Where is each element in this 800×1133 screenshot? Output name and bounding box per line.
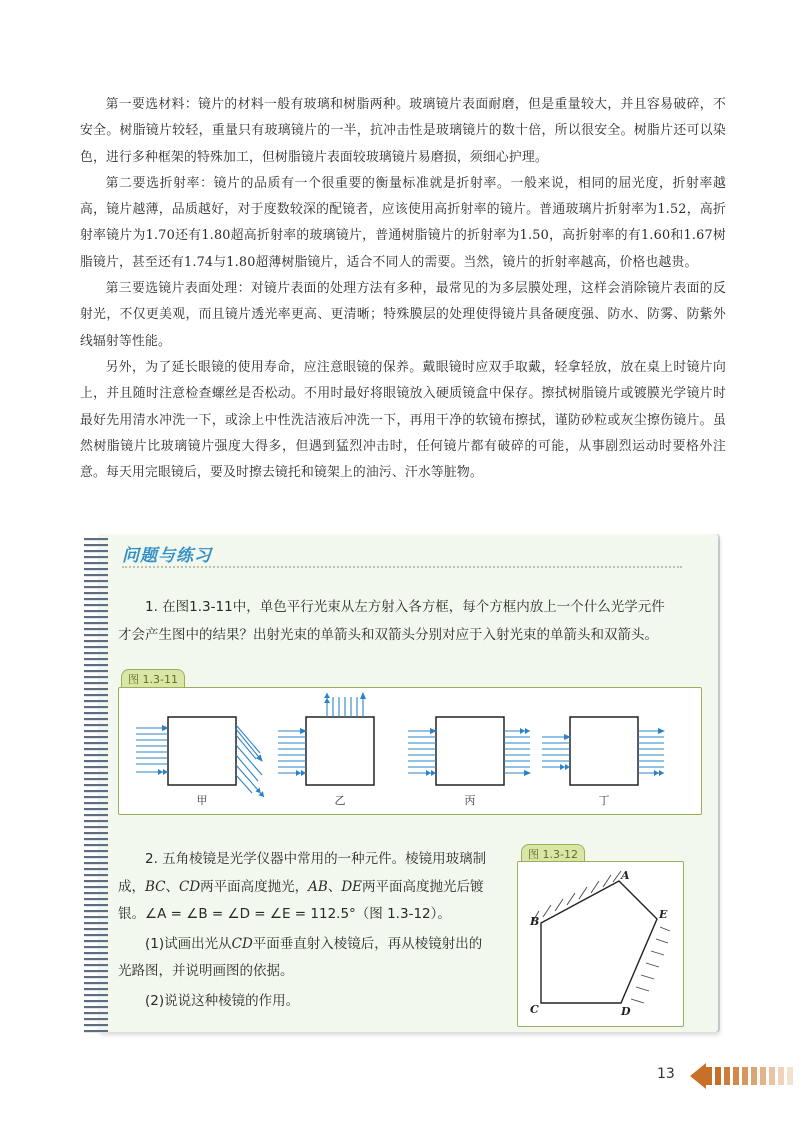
vertex-e: E (659, 908, 668, 921)
silvered-hatching-ab (533, 871, 621, 921)
exercise-title: 问题与练习 (122, 546, 212, 566)
q2-part1-b: 平面垂直射入棱镜后，再从棱镜射出的光路图，并说明画图的依据。 (118, 935, 483, 979)
q2-sep-1: 、 (165, 878, 180, 895)
question-1: 1. 在图1.3-11中，单色平行光束从左方射入各方框，每个方框内放上一个什么光学元件才会产生图中的结果？出射光束的单箭头和双箭头分别对应于入射光束的单箭头和双箭头。 (118, 599, 665, 643)
box-jia (168, 717, 236, 785)
box-bing (436, 717, 504, 785)
caption-jia: 甲 (196, 794, 208, 807)
spiral-binding (84, 538, 108, 1034)
body-text (80, 92, 726, 486)
figure-1-3-11-diagram (118, 687, 702, 815)
q2-face-bc: BC (145, 878, 166, 895)
vertex-c: C (530, 1003, 539, 1016)
q2-face-de: DE (341, 878, 363, 895)
title-dotted-divider (122, 566, 682, 568)
vertex-b: B (530, 915, 540, 928)
panel-ding (542, 717, 664, 807)
q2-text-b: 两平面高度抛光， (200, 878, 309, 895)
question-2-part-1 (118, 931, 492, 986)
question-2-intro (118, 846, 492, 929)
figure-1-3-12-pentaprism (517, 861, 685, 1027)
q2-sep-2: 、 (327, 878, 342, 895)
caption-ding: 丁 (598, 794, 610, 807)
paragraph-surface-treatment: 第三要选镜片表面处理：对镜片表面的处理方法有多种，最常见的为多层膜处理，这样会消除镜片表面的反射光，不仅更美观，而且镜片透光率更高、更清晰；特殊膜层的处理使得镜片具备硬度强、防水、防雾、防紫外线辐射等性能。 (80, 281, 726, 349)
q2-face-ab: AB (308, 878, 328, 895)
q2-part1-a: (1)试画出光从 (145, 935, 232, 952)
panel-yi (278, 693, 374, 807)
caption-bing: 丙 (464, 794, 476, 807)
q2-text-a: 2. 五角棱镜是光学仪器中常用的一种元件。棱镜用玻璃制成， (118, 851, 487, 895)
vertex-d: D (621, 1005, 631, 1018)
paragraph-lens-material: 第一要选材料：镜片的材料一般有玻璃和树脂两种。玻璃镜片表面耐磨，但是重量较大，并且容易破碎，不安全。树脂镜片较轻，重量只有玻璃镜片的一半，抗冲击性是玻璃镜片的数十倍，所以很安全。树脂片还可以染色，进行多种框架的特殊加工，但树脂镜片表面较玻璃镜片易磨损，须细心护理。 (80, 97, 726, 165)
q2-text-c: 两平面高度抛光后镀银。∠A = ∠B = ∠D = ∠E = 112.5°（图 1.3-12）。 (118, 878, 484, 922)
pentaprism-outline (541, 881, 657, 1003)
box-ding (570, 717, 638, 785)
paragraph-refractive-index: 第二要选折射率：镜片的品质有一个很重要的衡量标准就是折射率。一般来说，相同的屈光度，折射率越高，镜片越薄，品质越好，对于度数较深的配镜者，应该使用高折射率的镜片。普通玻璃片折射率为1.52，高折射率镜片为1.70还有1.80超高折射率的玻璃镜片，普通树脂镜片的折射率为1.50，高折射率的有1.60和1.67树脂镜片，甚至还有1.74与1.80超薄树脂镜片，适合不同人的需要。当然，镜片的折射率越高，价格也越贵。 (80, 175, 726, 270)
q2-face-cd: CD (179, 878, 201, 895)
vertex-a: A (621, 869, 630, 882)
caption-yi: 乙 (334, 794, 346, 807)
q2-part1-face-cd: CD (231, 935, 253, 952)
page-tab-arrow (690, 1061, 800, 1091)
panel-bing (408, 717, 530, 807)
paragraph-maintenance: 另外，为了延长眼镜的使用寿命，应注意眼镜的保养。戴眼镜时应双手取戴，轻拿轻放，放在桌上时镜片向上，并且随时注意检查螺丝是否松动。不用时最好将眼镜放入硬质镜盒中保存。擦拭树脂镜片或镀膜光学镜片时最好先用清水冲洗一下，或涂上中性洗洁液后冲洗一下，再用干净的软镜布擦拭，谨防砂粒或灰尘擦伤镜片。虽然树脂镜片比玻璃镜片强度大得多，但遇到猛烈冲击时，任何镜片都有破碎的可能，从事剧烈运动时要格外注意。每天用完眼镜后，要及时擦去镜托和镜架上的油污、汗水等脏物。 (80, 359, 726, 481)
figure-1-3-11-label: 图 1.3-11 (121, 669, 185, 687)
question-2 (118, 846, 492, 1015)
page-number: 13 (657, 1066, 675, 1082)
box-yi (306, 717, 374, 785)
figure-1-3-12-label: 图 1.3-12 (521, 844, 585, 862)
panel-jia (136, 717, 264, 807)
tab-arrowhead (690, 1063, 706, 1089)
question-2-part-2: (2)说说这种棱镜的作用。 (145, 992, 300, 1009)
